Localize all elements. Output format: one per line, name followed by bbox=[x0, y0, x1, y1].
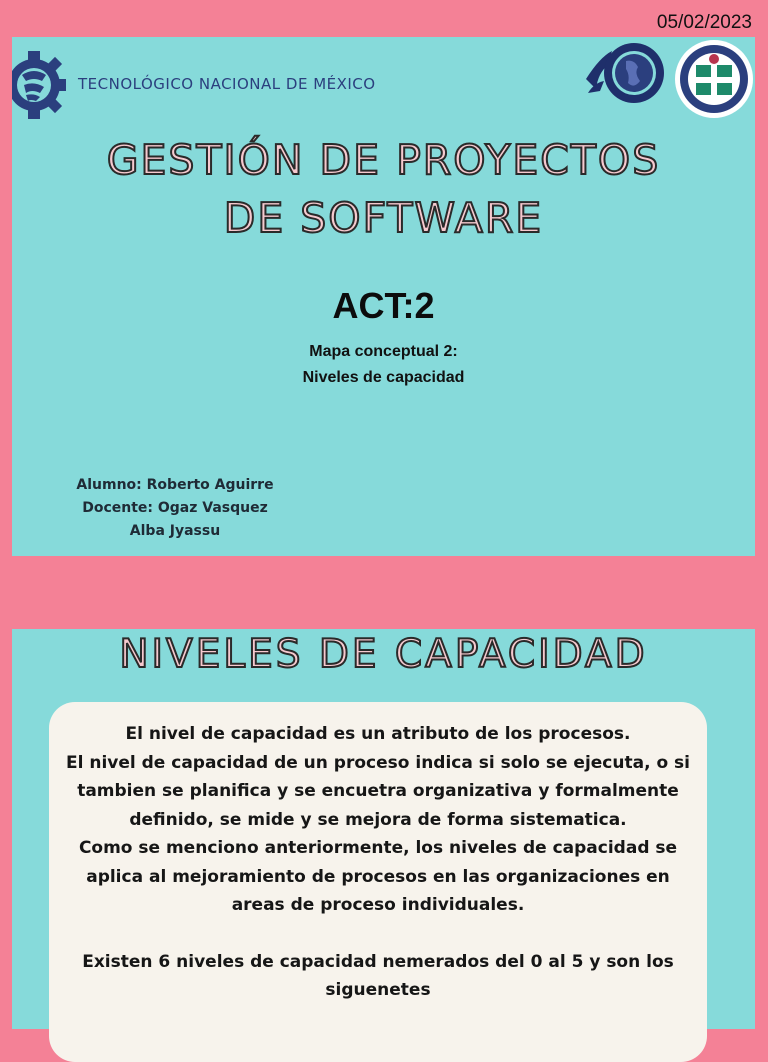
cover-slide bbox=[12, 37, 755, 556]
student-name: Alumno: Roberto Aguirre bbox=[76, 477, 274, 493]
subtitle-line-2: Niveles de capacidad bbox=[302, 369, 465, 386]
paragraph-3: Como se menciono anteriormente, los niveles de capacidad se aplica al mejoramiento de procesos en las organizaciones en areas de proceso individuales. bbox=[78, 838, 678, 915]
activity-number: ACT:2 bbox=[332, 285, 435, 326]
paragraph-1: El nivel de capacidad es un atributo de los procesos. bbox=[125, 724, 631, 744]
content-text bbox=[49, 720, 707, 1005]
subtitle-line-1: Mapa conceptual 2: bbox=[309, 343, 458, 360]
document-date: 05/02/2023 bbox=[656, 12, 752, 33]
course-title-line-1: GESTIÓN DE PROYECTOS bbox=[106, 136, 661, 184]
teacher-name-cont: Alba Jyassu bbox=[129, 523, 221, 539]
institution-name: TECNOLÓGICO NACIONAL DE MÉXICO bbox=[78, 75, 376, 93]
content-card bbox=[49, 702, 707, 1062]
credits bbox=[30, 474, 320, 543]
course-title-line-2: DE SOFTWARE bbox=[223, 194, 544, 242]
paragraph-2: El nivel de capacidad de un proceso indica si solo se ejecuta, o si tambien se planifica y se encuetra organizativa y formalmente definido, se mide y se mejora de forma sistematica. bbox=[65, 752, 690, 830]
paragraph-spacer bbox=[49, 920, 707, 948]
content-slide bbox=[12, 629, 755, 1029]
eagle-globe-seal-icon bbox=[582, 39, 672, 109]
activity-subtitle bbox=[12, 339, 755, 391]
section-title: NIVELES DE CAPACIDAD bbox=[119, 632, 648, 677]
teacher-name: Docente: Ogaz Vasquez bbox=[82, 500, 268, 516]
tecnm-logo-icon bbox=[12, 45, 68, 125]
institute-gear-seal-icon bbox=[674, 39, 754, 119]
paragraph-4: Existen 6 niveles de capacidad nemerados del 0 al 5 y son los siguenetes bbox=[82, 951, 674, 1000]
course-title bbox=[12, 131, 755, 247]
